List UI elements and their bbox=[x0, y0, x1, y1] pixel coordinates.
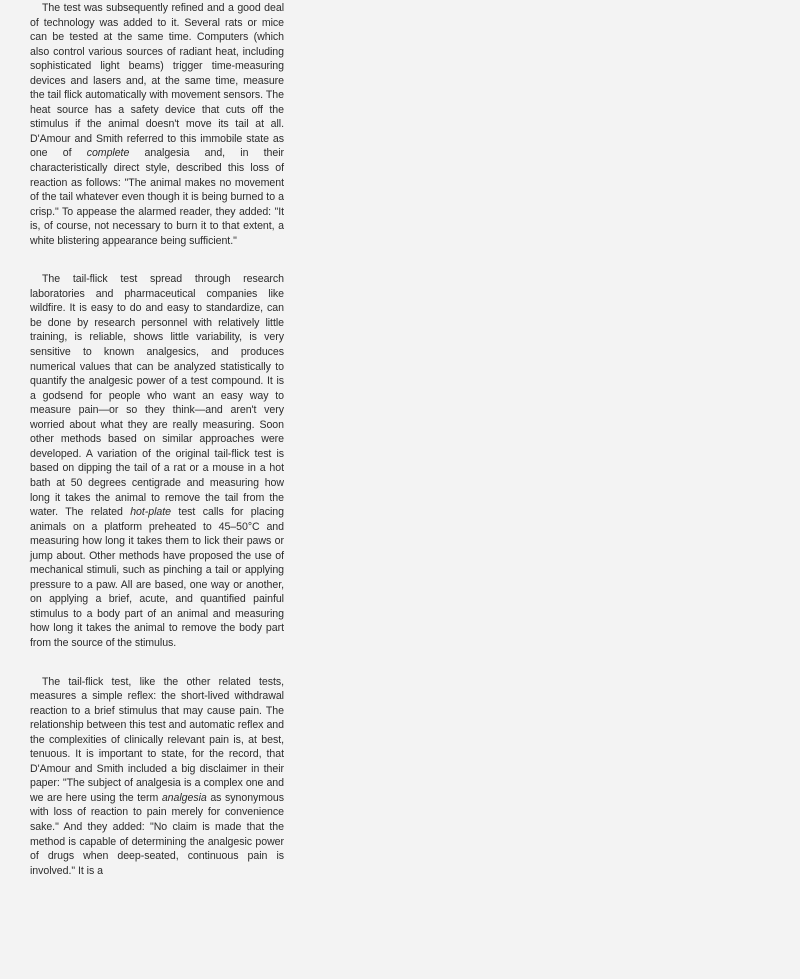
text-column bbox=[30, 0, 284, 878]
paragraph-2 bbox=[30, 272, 284, 650]
paragraph-1-emphasis: complete bbox=[86, 147, 130, 160]
paragraph-1-text-b: analgesia and, in their characteristically direct style, described this loss of reaction as follows: "The animal makes no movement of the tail whatever even though it is being burned to a crisp." To appease the alarmed reader, they added: "It is, of course, not necessary to burn it to that extent, a white blistering appearance being sufficient." bbox=[30, 147, 284, 247]
paragraph-3-text-b: as synonymous with loss of reaction to pain merely for convenience sake." And they added: "No claim is made that the method is capable of determining the analgesic power of drugs when deep-seated, continuous pain is involved." It is a bbox=[30, 791, 284, 877]
paragraph-1 bbox=[30, 1, 284, 248]
paragraph-3-text-a: The tail-flick test, like the other related tests, measures a simple reflex: the short-lived withdrawal reaction to a brief stimulus that may cause pain. The relationship between this test and automatic reflex and the complexities of clinically relevant pain is, at best, tenuous. It is important to state, for the record, that D'Amour and Smith included a big disclaimer in their paper: "The subject of analgesia is a complex one and we are here using the term bbox=[30, 675, 284, 804]
paragraph-2-emphasis: hot-plate bbox=[130, 506, 171, 519]
paragraph-3-emphasis: analgesia bbox=[161, 791, 207, 804]
paragraph-2-text-a: The tail-flick test spread through research laboratories and pharmaceutical companies like wildfire. It is easy to do and easy to standardize, can be done by research personnel with relatively little training, is reliable, shows little variability, is very sensitive to known analgesics, and produces numerical values that can be analyzed statistically to quantify the analgesic power of a test compound. It is a godsend for people who want an easy way to measure pain—or so they think—and aren't very worried about what they are really measuring. Soon other methods based on similar approaches were developed. A variation of the original tail-flick test is based on dipping the tail of a rat or a mouse in a hot bath at 50 degrees centigrade and measuring how long it takes the animal to remove the tail from the water. The related bbox=[30, 273, 284, 519]
paragraph-2-text-b: test calls for placing animals on a platform preheated to 45–50°C and measuring how long it takes them to lick their paws or jump about. Other methods have proposed the use of mechanical stimuli, such as pinching a tail or applying pressure to a paw. All are based, one way or another, on applying a brief, acute, and quantified painful stimulus to a body part of an animal and measuring how long it takes the animal to remove the body part from the source of the stimulus. bbox=[30, 506, 284, 649]
paragraph-3 bbox=[30, 675, 284, 879]
paragraph-1-text-a: The test was subsequently refined and a good deal of technology was added to it. Several rats or mice can be tested at the same time. Computers (which also control various sources of radiant heat, including sophisticated light beams) trigger time-measuring devices and lasers and, at the same time, measure the tail flick automatically with movement sensors. The heat source has a safety device that cuts off the stimulus if the animal doesn't move its tail at all. D'Amour and Smith referred to this immobile state as one of bbox=[30, 2, 284, 160]
